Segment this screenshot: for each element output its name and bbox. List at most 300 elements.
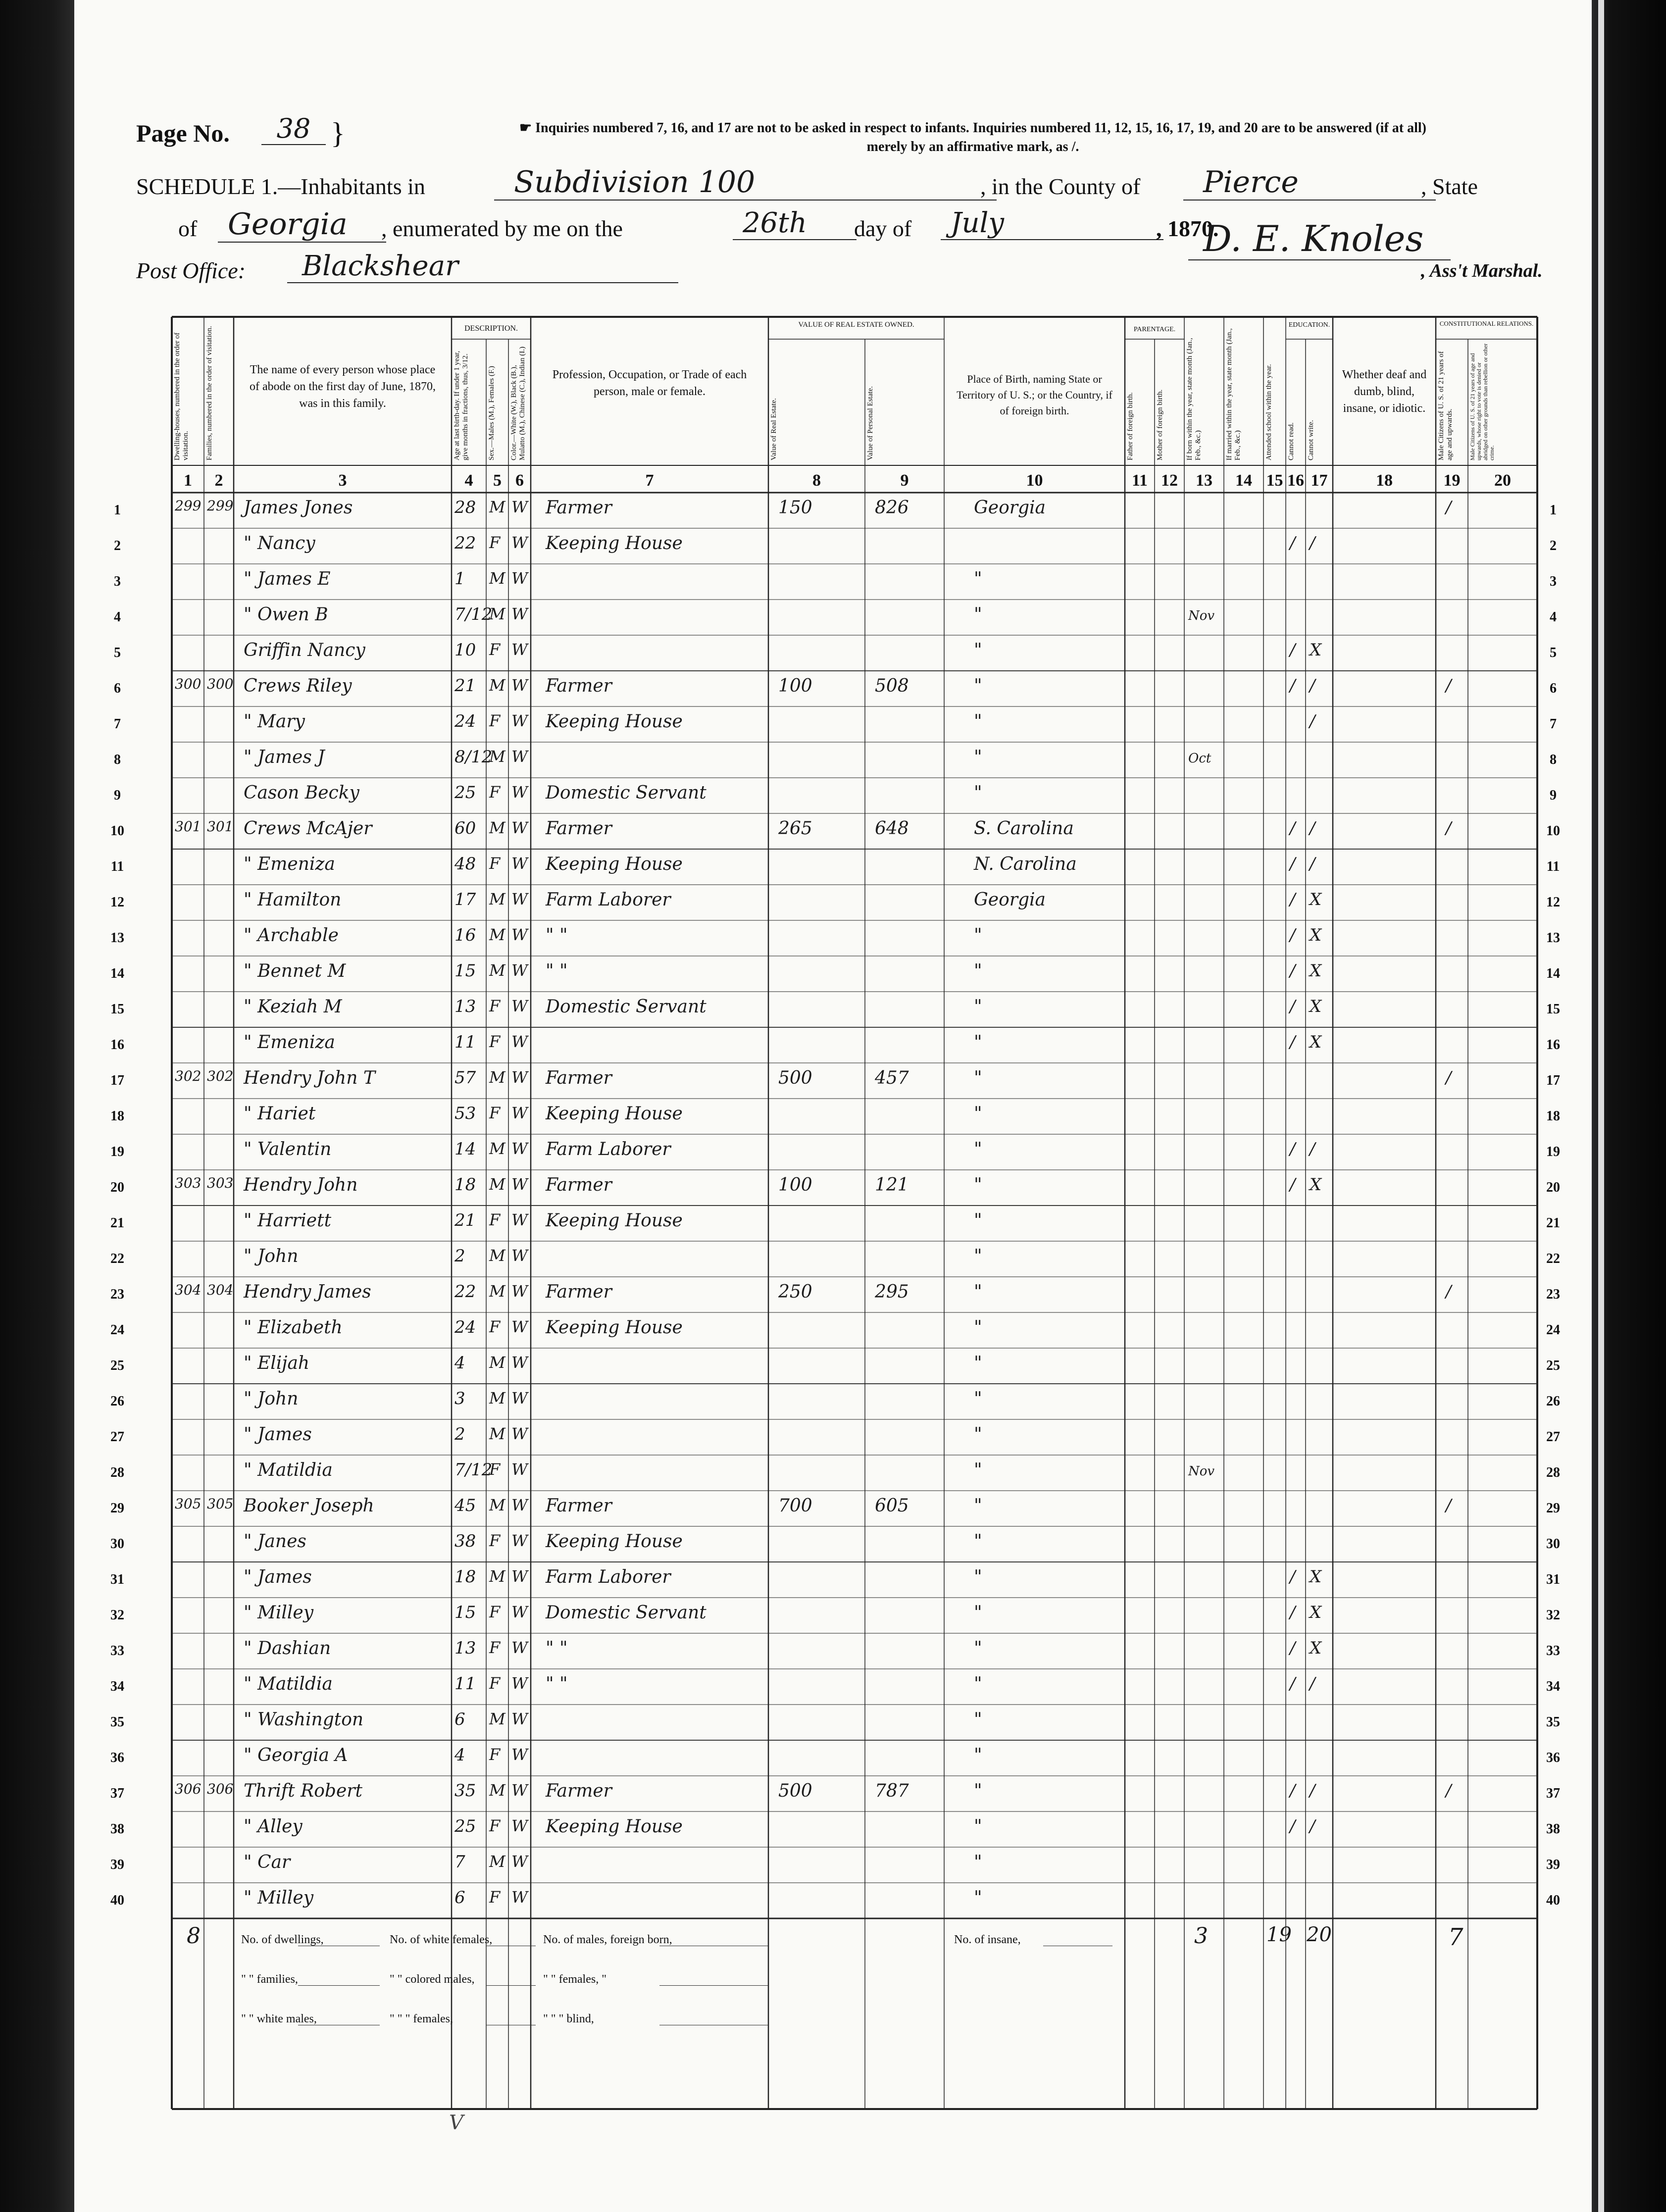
person-color: W — [511, 1638, 528, 1657]
row-number-left: 39 — [110, 1857, 124, 1872]
cannot-write: / — [1310, 1816, 1315, 1836]
person-color: W — [511, 1424, 528, 1443]
person-age: 18 — [454, 1175, 476, 1195]
person-sex: M — [489, 1175, 505, 1194]
male-citizen: / — [1446, 818, 1452, 838]
person-name: Crews Riley — [244, 676, 352, 696]
person-sex: F — [489, 533, 501, 552]
description-group: DESCRIPTION. — [464, 324, 518, 333]
person-name: " Valentin — [244, 1139, 332, 1159]
row-number-left: 23 — [110, 1287, 124, 1302]
row-number-left: 33 — [110, 1643, 124, 1659]
person-color: W — [511, 604, 528, 623]
row-number-right: 1 — [1550, 503, 1557, 518]
cannot-write: X — [1310, 925, 1322, 945]
row-number-right: 13 — [1546, 930, 1560, 946]
person-age: 21 — [454, 676, 476, 696]
person-name: " Emeniza — [244, 1032, 335, 1053]
person-occupation: Domestic Servant — [546, 1603, 707, 1623]
birth-place: " — [974, 1603, 982, 1623]
schedule-label: SCHEDULE 1.—Inhabitants in — [136, 174, 425, 199]
male-citizen: / — [1446, 676, 1452, 696]
cannot-read: / — [1290, 533, 1296, 553]
person-sex: F — [489, 1104, 501, 1122]
row-number-left: 37 — [110, 1786, 124, 1801]
person-color: W — [511, 1496, 528, 1514]
row-number-left: 6 — [114, 681, 121, 696]
row-number-left: 11 — [110, 859, 124, 874]
row-number-right: 2 — [1550, 538, 1557, 553]
row-number-left: 34 — [110, 1679, 124, 1694]
person-occupation: " " — [546, 925, 568, 946]
birth-place: " — [974, 961, 982, 981]
column-header-18: Whether deaf and dumb, blind, insane, or idiotic. — [1342, 368, 1427, 415]
row-number-right: 15 — [1546, 1002, 1560, 1017]
person-occupation: Farm Laborer — [546, 890, 671, 910]
row-number-left: 3 — [114, 574, 121, 589]
column-number: 9 — [900, 471, 909, 490]
column-header-11: Father of foreign birth. — [1126, 392, 1134, 460]
dwelling-number: 305 — [175, 1496, 202, 1512]
person-name: " Emeniza — [244, 854, 335, 874]
birth-place: " — [974, 1638, 982, 1659]
person-age: 57 — [454, 1068, 476, 1088]
personal-estate-value: 787 — [875, 1781, 909, 1801]
birth-place: " — [974, 1496, 982, 1516]
person-name: " Georgia A — [244, 1745, 348, 1765]
marshal-label: , Ass't Marshal. — [1421, 260, 1543, 281]
person-name: " Dashian — [244, 1638, 331, 1659]
person-color: W — [511, 569, 528, 588]
cannot-read: / — [1290, 854, 1296, 874]
of-label: of — [178, 216, 198, 241]
person-age: 6 — [454, 1709, 465, 1729]
page-number: 38 — [261, 113, 326, 145]
row-number-right: 19 — [1546, 1144, 1560, 1159]
row-number-left: 20 — [110, 1180, 124, 1195]
person-name: " Matildia — [244, 1460, 333, 1480]
person-color: W — [511, 818, 528, 837]
real-estate-value: 100 — [778, 1175, 812, 1195]
person-color: W — [511, 747, 528, 766]
birth-place: " — [974, 1745, 982, 1765]
column-number: 20 — [1494, 471, 1511, 490]
column-header-8: Value of Real Estate. — [770, 398, 778, 460]
cannot-write: X — [1310, 1032, 1322, 1052]
person-sex: M — [489, 569, 505, 588]
person-name: James Jones — [244, 498, 353, 518]
row-number-right: 33 — [1546, 1643, 1560, 1659]
person-name: " Milley — [244, 1888, 314, 1908]
row-number-right: 31 — [1546, 1572, 1560, 1587]
born-within-year: Nov — [1188, 608, 1215, 623]
cannot-read: / — [1290, 1638, 1296, 1658]
birth-place: " — [974, 676, 982, 696]
header-note-2: merely by an affirmative mark, as /. — [866, 139, 1079, 154]
person-age: 13 — [454, 1638, 476, 1658]
person-sex: F — [489, 783, 501, 802]
row-number-right: 21 — [1546, 1215, 1560, 1231]
person-sex: M — [489, 1068, 505, 1087]
parentage-group: PARENTAGE. — [1133, 326, 1176, 333]
column-header-15: Attended school within the year. — [1265, 364, 1273, 460]
person-name: " Nancy — [244, 533, 315, 553]
person-sex: F — [489, 1816, 501, 1835]
person-occupation: Keeping House — [546, 533, 683, 553]
row-number-left: 19 — [110, 1144, 124, 1159]
post-office-label: Post Office: — [136, 258, 246, 283]
person-age: 22 — [454, 533, 476, 553]
male-citizen: / — [1446, 498, 1452, 517]
person-age: 7/12 — [454, 1460, 493, 1480]
page-brace: } — [331, 117, 345, 150]
person-age: 60 — [454, 818, 476, 838]
person-name: " James J — [244, 747, 325, 767]
dwelling-number: 302 — [175, 1068, 202, 1084]
row-number-right: 4 — [1550, 609, 1557, 625]
cannot-write: / — [1310, 1139, 1315, 1159]
column-header-7: Profession, Occupation, or Trade of each person, male or female. — [552, 368, 747, 398]
cannot-read: / — [1290, 1603, 1296, 1622]
person-occupation: Farmer — [546, 818, 612, 839]
person-age: 35 — [454, 1781, 476, 1801]
person-sex: M — [489, 1353, 505, 1372]
person-occupation: Farm Laborer — [546, 1139, 671, 1159]
person-sex: M — [489, 1282, 505, 1301]
footer-colored-males: " " colored males, — [390, 1973, 475, 1986]
cannot-write: / — [1310, 676, 1315, 696]
person-sex: F — [489, 1317, 501, 1336]
row-number-right: 32 — [1546, 1608, 1560, 1623]
education-group: EDUCATION. — [1288, 321, 1330, 329]
post-office-field: Blackshear — [287, 250, 678, 283]
person-age: 4 — [454, 1745, 465, 1765]
person-color: W — [511, 1389, 528, 1408]
birth-place: " — [974, 997, 982, 1017]
row-number-left: 27 — [110, 1429, 124, 1445]
person-age: 24 — [454, 1317, 476, 1337]
person-occupation: Keeping House — [546, 1210, 683, 1231]
person-sex: F — [489, 1032, 501, 1051]
birth-place: S. Carolina — [974, 818, 1074, 839]
column-number: 18 — [1376, 471, 1393, 490]
row-number-left: 31 — [110, 1572, 124, 1587]
person-name: Hendry James — [244, 1282, 371, 1302]
day-field: 26th — [733, 207, 857, 240]
person-color: W — [511, 854, 528, 873]
person-occupation: Keeping House — [546, 1531, 683, 1552]
person-color: W — [511, 676, 528, 695]
person-color: W — [511, 1210, 528, 1229]
personal-estate-value: 826 — [875, 498, 909, 518]
person-age: 10 — [454, 640, 476, 660]
real-estate-value: 265 — [778, 818, 812, 839]
dwelling-number: 299 — [175, 498, 202, 514]
person-sex: M — [489, 961, 505, 980]
person-name: " Car — [244, 1852, 291, 1872]
family-number: 305 — [207, 1496, 234, 1512]
person-sex: M — [489, 1781, 505, 1800]
row-number-right: 24 — [1546, 1322, 1560, 1338]
column-header-16: Cannot read. — [1287, 422, 1295, 460]
cannot-write: X — [1310, 640, 1322, 660]
cannot-write: / — [1310, 533, 1315, 553]
cannot-write: X — [1310, 890, 1322, 909]
footer-dwellings-count: 8 — [187, 1923, 201, 1949]
birth-place: " — [974, 711, 982, 732]
personal-estate-value: 648 — [875, 818, 909, 839]
cannot-read: / — [1290, 640, 1296, 660]
person-age: 15 — [454, 961, 476, 981]
person-sex: F — [489, 1638, 501, 1657]
cannot-write: / — [1310, 711, 1315, 731]
column-number: 17 — [1311, 471, 1328, 490]
person-age: 28 — [454, 498, 476, 517]
county-field: Pierce — [1183, 165, 1436, 201]
marshal-signature: D. E. Knoles — [1188, 218, 1451, 260]
person-name: " Mary — [244, 711, 305, 732]
row-number-left: 30 — [110, 1536, 124, 1552]
row-number-left: 10 — [110, 823, 124, 839]
row-number-left: 29 — [110, 1501, 124, 1516]
enumerated-label: , enumerated by me on the — [381, 216, 623, 241]
birth-place: " — [974, 1888, 982, 1908]
footer-insane: No. of insane, — [954, 1933, 1021, 1946]
row-number-left: 17 — [110, 1073, 124, 1088]
column-number: 10 — [1026, 471, 1043, 490]
person-name: " James — [244, 1424, 312, 1445]
person-age: 21 — [454, 1210, 476, 1230]
person-color: W — [511, 1282, 528, 1301]
person-sex: M — [489, 747, 505, 766]
person-sex: M — [489, 1709, 505, 1728]
row-number-right: 3 — [1550, 574, 1557, 589]
person-age: 11 — [454, 1032, 476, 1052]
person-color: W — [511, 1852, 528, 1871]
person-age: 22 — [454, 1282, 476, 1302]
footer-families: " " families, — [241, 1973, 298, 1986]
row-number-left: 26 — [110, 1394, 124, 1409]
birth-place: " — [974, 1353, 982, 1373]
person-color: W — [511, 533, 528, 552]
male-citizen: / — [1446, 1496, 1452, 1515]
person-name: " Hariet — [244, 1104, 316, 1124]
column-number: 15 — [1266, 471, 1283, 490]
person-age: 25 — [454, 783, 476, 803]
real-estate-value: 250 — [778, 1282, 812, 1302]
dwelling-number: 300 — [175, 676, 202, 692]
person-sex: F — [489, 711, 501, 730]
person-sex: M — [489, 890, 505, 908]
person-sex: F — [489, 1210, 501, 1229]
page-number-label: Page No. — [136, 119, 230, 147]
person-age: 1 — [454, 569, 465, 589]
row-number-right: 40 — [1546, 1893, 1560, 1908]
birth-place: " — [974, 1175, 982, 1195]
row-number-left: 18 — [110, 1108, 124, 1124]
footer-blank-line — [298, 1985, 380, 1986]
row-number-right: 5 — [1550, 645, 1557, 660]
row-number-left: 2 — [114, 538, 121, 553]
cannot-read: / — [1290, 1781, 1296, 1801]
person-color: W — [511, 997, 528, 1015]
birth-place: " — [974, 1816, 982, 1837]
person-sex: F — [489, 1460, 501, 1479]
person-sex: M — [489, 1246, 505, 1265]
footer-blind: " " " blind, — [543, 2012, 594, 2025]
birth-place: " — [974, 640, 982, 660]
person-name: Cason Becky — [244, 783, 359, 803]
birth-place: " — [974, 1567, 982, 1587]
cannot-read: / — [1290, 961, 1296, 981]
column-number: 2 — [214, 471, 223, 490]
column-header-3: The name of every person whose place of abode on the first day of June, 1870, was in this family. — [250, 363, 436, 410]
person-sex: M — [489, 818, 505, 837]
footer-total-19: 7 — [1448, 1923, 1464, 1951]
cannot-write: X — [1310, 997, 1322, 1016]
footer-white-males: " " white males, — [241, 2012, 317, 2025]
person-color: W — [511, 1674, 528, 1693]
person-sex: F — [489, 1531, 501, 1550]
birth-place: " — [974, 1460, 982, 1480]
row-number-left: 4 — [114, 609, 121, 625]
column-number: 14 — [1235, 471, 1252, 490]
person-sex: F — [489, 997, 501, 1015]
row-number-right: 14 — [1546, 966, 1560, 981]
cannot-write: X — [1310, 1603, 1322, 1622]
column-header-20: Male Citizens of U. S. of 21 years of age and upwards, whose right to vote is denied or abridged on other grounds than rebellion or other crime. — [1469, 343, 1495, 460]
column-header-12: Mother of foreign birth. — [1156, 389, 1164, 460]
column-header-10: Place of Birth, naming State or Territory of U. S.; or the Country, if of foreign birth. — [957, 373, 1112, 417]
person-color: W — [511, 711, 528, 730]
footer-blank-line — [659, 1985, 768, 1986]
person-age: 24 — [454, 711, 476, 731]
person-occupation: Domestic Servant — [546, 783, 707, 803]
dwelling-number: 304 — [175, 1282, 202, 1298]
family-number: 299 — [207, 498, 234, 514]
birth-place: " — [974, 1032, 982, 1053]
footer-colored-females: " " " females, — [390, 2012, 454, 2025]
row-number-right: 38 — [1546, 1821, 1560, 1837]
column-number: 4 — [464, 471, 473, 490]
day-of-label: day of — [854, 216, 912, 241]
cannot-write: X — [1310, 1638, 1322, 1658]
column-header-14: If married within the year, state month (Jan., Feb., &c.) — [1225, 328, 1242, 460]
column-header-9: Value of Personal Estate. — [866, 386, 874, 460]
footer-bottom-mark: V — [449, 2111, 463, 2134]
row-number-right: 7 — [1550, 716, 1557, 732]
real-estate-value: 100 — [778, 676, 812, 696]
person-occupation: Domestic Servant — [546, 997, 707, 1017]
male-citizen: / — [1446, 1068, 1452, 1088]
row-number-left: 22 — [110, 1251, 124, 1266]
state-label: , State — [1421, 174, 1478, 199]
born-within-year: Nov — [1188, 1464, 1215, 1479]
person-color: W — [511, 1709, 528, 1728]
cannot-read: / — [1290, 997, 1296, 1016]
cannot-read: / — [1290, 818, 1296, 838]
row-number-right: 26 — [1546, 1394, 1560, 1409]
person-name: " Owen B — [244, 604, 328, 625]
row-number-right: 28 — [1546, 1465, 1560, 1480]
birth-place: " — [974, 1139, 982, 1159]
personal-estate-value: 508 — [875, 676, 909, 696]
birth-place: " — [974, 569, 982, 589]
person-color: W — [511, 1317, 528, 1336]
person-age: 18 — [454, 1567, 476, 1587]
row-number-left: 14 — [110, 966, 124, 981]
row-number-left: 7 — [114, 716, 121, 732]
person-name: Hendry John T — [244, 1068, 375, 1088]
column-header-2: Families, numbered in the order of visitation. — [205, 326, 213, 460]
row-number-right: 20 — [1546, 1180, 1560, 1195]
footer-total-15-16: 19 — [1266, 1923, 1292, 1946]
person-occupation: Keeping House — [546, 1104, 683, 1124]
person-name: " John — [244, 1246, 299, 1266]
row-number-right: 17 — [1546, 1073, 1560, 1088]
census-table — [110, 317, 1560, 2134]
column-number: 12 — [1161, 471, 1178, 490]
birth-place: " — [974, 1282, 982, 1302]
real-estate-value: 500 — [778, 1068, 812, 1088]
person-name: " James — [244, 1567, 312, 1587]
person-age: 15 — [454, 1603, 476, 1622]
person-name: Griffin Nancy — [244, 640, 365, 660]
person-sex: M — [489, 1389, 505, 1408]
row-number-right: 11 — [1546, 859, 1560, 874]
birth-place: " — [974, 1068, 982, 1088]
person-age: 17 — [454, 890, 476, 909]
row-number-right: 23 — [1546, 1287, 1560, 1302]
row-number-right: 12 — [1546, 895, 1560, 910]
real-estate-value: 150 — [778, 498, 812, 518]
male-citizen: / — [1446, 1781, 1452, 1801]
column-number: 6 — [515, 471, 524, 490]
dwelling-number: 306 — [175, 1781, 202, 1797]
person-sex: M — [489, 925, 505, 944]
family-number: 300 — [207, 676, 234, 692]
person-occupation: Keeping House — [546, 1317, 683, 1338]
person-color: W — [511, 783, 528, 802]
cannot-write: / — [1310, 854, 1315, 874]
row-number-left: 40 — [110, 1893, 124, 1908]
person-sex: F — [489, 1745, 501, 1764]
person-name: " James E — [244, 569, 331, 589]
footer-total-13: 3 — [1194, 1923, 1208, 1949]
person-color: W — [511, 1781, 528, 1800]
row-number-right: 6 — [1550, 681, 1557, 696]
county-label: , in the County of — [980, 174, 1141, 199]
person-name: " John — [244, 1389, 299, 1409]
person-color: W — [511, 1888, 528, 1907]
row-number-left: 5 — [114, 645, 121, 660]
footer-foreign-males: No. of males, foreign born, — [543, 1933, 672, 1946]
column-header-6: Color.—White (W.), Black (B.), Mulatto (M.), Chinese (C.), Indian (I.) — [510, 347, 526, 460]
person-name: " Keziah M — [244, 997, 342, 1017]
column-number: 16 — [1287, 471, 1304, 490]
person-age: 48 — [454, 854, 476, 874]
cannot-write: / — [1310, 1781, 1315, 1801]
person-age: 7 — [454, 1852, 465, 1872]
cannot-read: / — [1290, 1175, 1296, 1195]
footer-blank-line — [486, 1985, 536, 1986]
birth-place: " — [974, 747, 982, 767]
row-number-left: 24 — [110, 1322, 124, 1338]
birth-place: " — [974, 1389, 982, 1409]
person-age: 16 — [454, 925, 476, 945]
birth-place: " — [974, 1709, 982, 1730]
person-occupation: Farmer — [546, 1781, 612, 1801]
